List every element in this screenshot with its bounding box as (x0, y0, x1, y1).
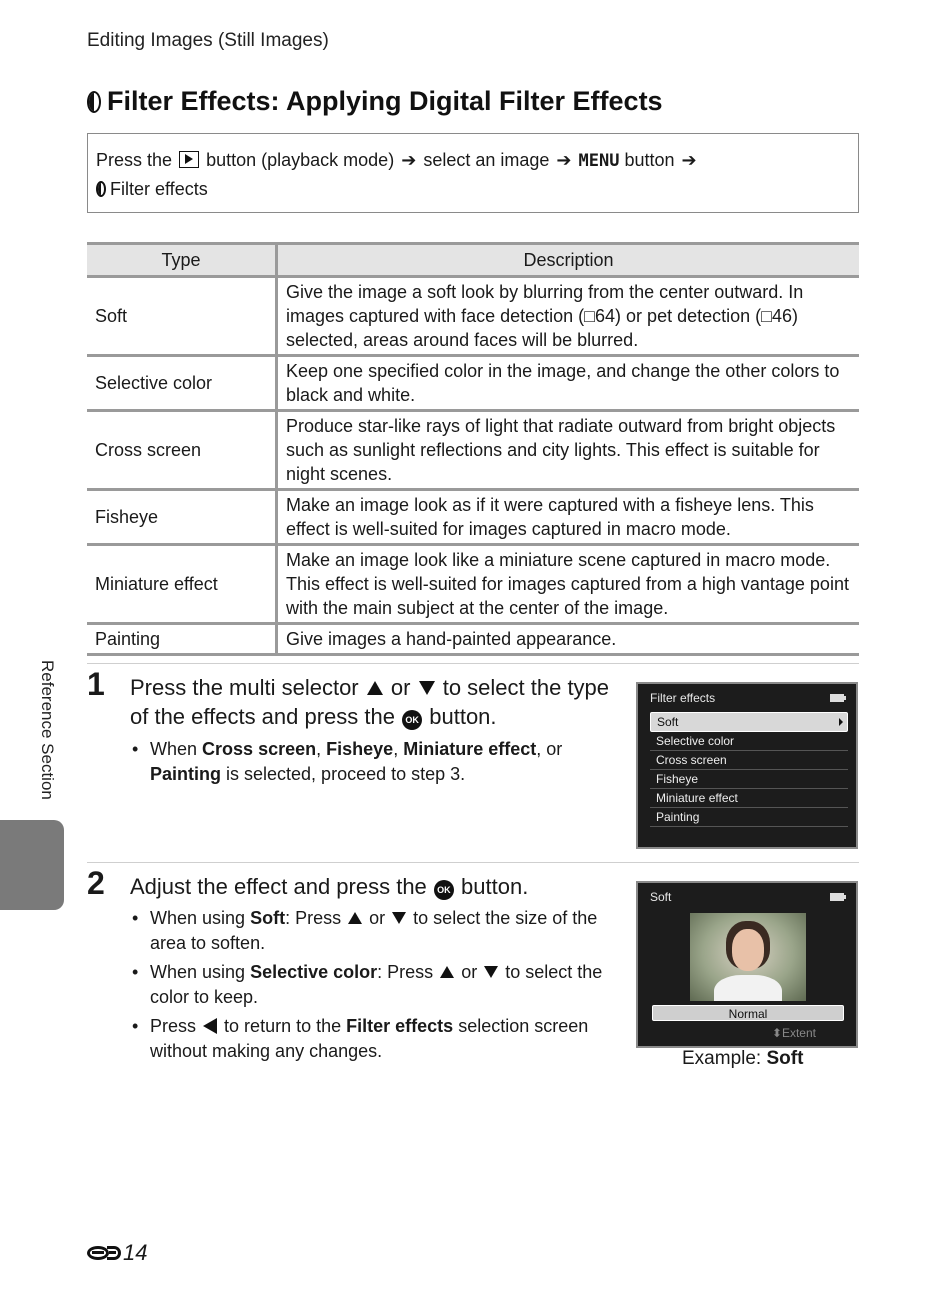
menu-path-box (87, 133, 859, 213)
step-text: Adjust the effect and press the (130, 874, 427, 899)
reference-section-icon (87, 1246, 109, 1260)
extent-hint (772, 1026, 816, 1040)
note-text: to return to the (224, 1016, 342, 1036)
section-tab (0, 820, 64, 910)
note-text: When using (150, 908, 246, 928)
nav-text: button (playback mode) (206, 150, 395, 170)
running-header: Editing Images (Still Images) (87, 30, 329, 51)
menu-item-miniature-effect[interactable]: Miniature effect (650, 789, 848, 808)
nav-text: Filter effects (110, 179, 208, 199)
list-item (130, 1014, 610, 1064)
note-text: is selected, proceed to step 3. (226, 764, 466, 784)
playback-button-icon (179, 151, 199, 168)
page-title-text: Filter Effects: Applying Digital Filter Effects (107, 86, 663, 116)
page-number (87, 1240, 147, 1266)
cell-description: Give the image a soft look by blurring from the center outward. In images captured with face detection (□64) or pet detection (□46) selected, areas around faces will be blurred. (277, 277, 860, 356)
cell-type: Cross screen (87, 411, 277, 490)
divider (87, 663, 859, 664)
cell-type: Selective color (87, 356, 277, 411)
cell-type: Miniature effect (87, 545, 277, 624)
step-text: or (390, 675, 411, 700)
table-row (87, 356, 859, 411)
camera-screen-filter-effects (636, 682, 858, 849)
note-bold: Soft (250, 908, 286, 928)
note-bold: Miniature effect (403, 739, 537, 759)
nav-text: button (624, 150, 675, 170)
step-2-notes (130, 906, 610, 1068)
down-arrow-icon (484, 966, 498, 978)
filter-effects-icon (87, 91, 101, 113)
up-arrow-icon (348, 912, 362, 924)
cell-description: Make an image look like a miniature scene captured in macro mode. This effect is well-suited for images captured from a high vantage point with the main subject at the center of the image. (277, 545, 860, 624)
cell-description: Produce star-like rays of light that radiate outward from bright objects such as sunlight reflections and city lights. This effect is suitable for night scenes. (277, 411, 860, 490)
menu-item-fisheye[interactable]: Fisheye (650, 770, 848, 789)
battery-icon (830, 694, 844, 702)
menu-button-label: MENU (578, 151, 620, 171)
ok-button-icon: OK (434, 880, 454, 900)
effect-level-bar[interactable]: Normal (652, 1005, 844, 1021)
up-down-icon: ⬍ (771, 1026, 782, 1040)
note-bold: Filter effects (346, 1016, 454, 1036)
arrow-right-icon: ➔ (556, 150, 572, 170)
battery-icon (830, 893, 844, 901)
table-row (87, 545, 859, 624)
menu-item-soft[interactable]: Soft (650, 712, 848, 732)
step-text: button. (429, 704, 497, 729)
arrow-right-icon: ➔ (681, 150, 697, 170)
caption-bold: Soft (766, 1048, 804, 1069)
arrow-right-icon: ➔ (401, 150, 417, 170)
down-arrow-icon (392, 912, 406, 924)
ok-button-icon: OK (402, 710, 422, 730)
list-item (130, 960, 610, 1010)
filter-effects-icon (96, 181, 106, 197)
menu-item-selective-color[interactable]: Selective color (650, 732, 848, 751)
table-row (87, 277, 859, 356)
cell-description: Keep one specified color in the image, and change the other colors to black and white. (277, 356, 860, 411)
page-title (87, 86, 663, 117)
step-text: button. (461, 874, 529, 899)
step-1-title (130, 673, 610, 731)
left-arrow-icon (203, 1018, 217, 1034)
note-bold: Selective color (250, 962, 378, 982)
step-number: 2 (87, 865, 105, 901)
cell-description: Make an image look as if it were captured with a fisheye lens. This effect is well-suited for images captured in macro mode. (277, 490, 860, 545)
cell-type: Soft (87, 277, 277, 356)
cell-type: Painting (87, 624, 277, 655)
note-bold: Cross screen (202, 739, 317, 759)
menu-item-painting[interactable]: Painting (650, 808, 848, 827)
filter-menu-list (650, 712, 848, 827)
table-row (87, 624, 859, 655)
divider (87, 862, 859, 863)
note-text: selection screen without making any changes. (150, 1016, 589, 1061)
preview-photo (690, 913, 806, 1001)
screen-title: Soft (650, 890, 672, 904)
step-2-title (130, 872, 610, 901)
step-1-notes (130, 737, 610, 791)
camera-screen-soft (636, 881, 858, 1048)
note-bold: Painting (150, 764, 221, 784)
step-text: to select the type of the effects and press the (130, 675, 610, 729)
note-text: , or (536, 739, 563, 759)
note-text: : Press (285, 908, 342, 928)
photo-face (732, 929, 764, 971)
nav-text: Press the (96, 150, 173, 170)
cell-description: Give images a hand-painted appearance. (277, 624, 860, 655)
extent-label: Extent (781, 1026, 816, 1040)
screen-title: Filter effects (650, 691, 716, 705)
nav-text: select an image (423, 150, 550, 170)
list-item (130, 906, 610, 956)
note-text: or (461, 962, 478, 982)
note-text: When using (150, 962, 246, 982)
step-text: Press the multi selector (130, 675, 359, 700)
filter-types-table (87, 242, 859, 656)
step-number: 1 (87, 666, 105, 702)
column-header-description: Description (277, 244, 860, 277)
note-text: : Press (377, 962, 434, 982)
caption-text: Example: (682, 1048, 762, 1069)
up-arrow-icon (367, 681, 383, 695)
note-text: When (150, 739, 198, 759)
up-arrow-icon (440, 966, 454, 978)
reference-section-icon (107, 1246, 121, 1260)
page-number-text: 14 (123, 1240, 148, 1265)
note-bold: Fisheye (326, 739, 394, 759)
table-row (87, 411, 859, 490)
menu-item-cross-screen[interactable]: Cross screen (650, 751, 848, 770)
screen-caption (682, 1048, 803, 1070)
down-arrow-icon (419, 681, 435, 695)
table-row (87, 490, 859, 545)
photo-body (714, 975, 782, 1001)
column-header-type: Type (87, 244, 277, 277)
list-item: • When Cross screen, Fisheye, Miniature effect, or Painting is selected, proceed to step 3. (130, 737, 610, 787)
cell-type: Fisheye (87, 490, 277, 545)
note-text: to select the size of the area to soften. (150, 908, 598, 953)
note-text: or (369, 908, 386, 928)
note-text: to select the color to keep. (150, 962, 603, 1007)
note-text: Press (150, 1016, 197, 1036)
section-side-label: Reference Section (38, 660, 57, 800)
table-header-row (87, 244, 859, 277)
